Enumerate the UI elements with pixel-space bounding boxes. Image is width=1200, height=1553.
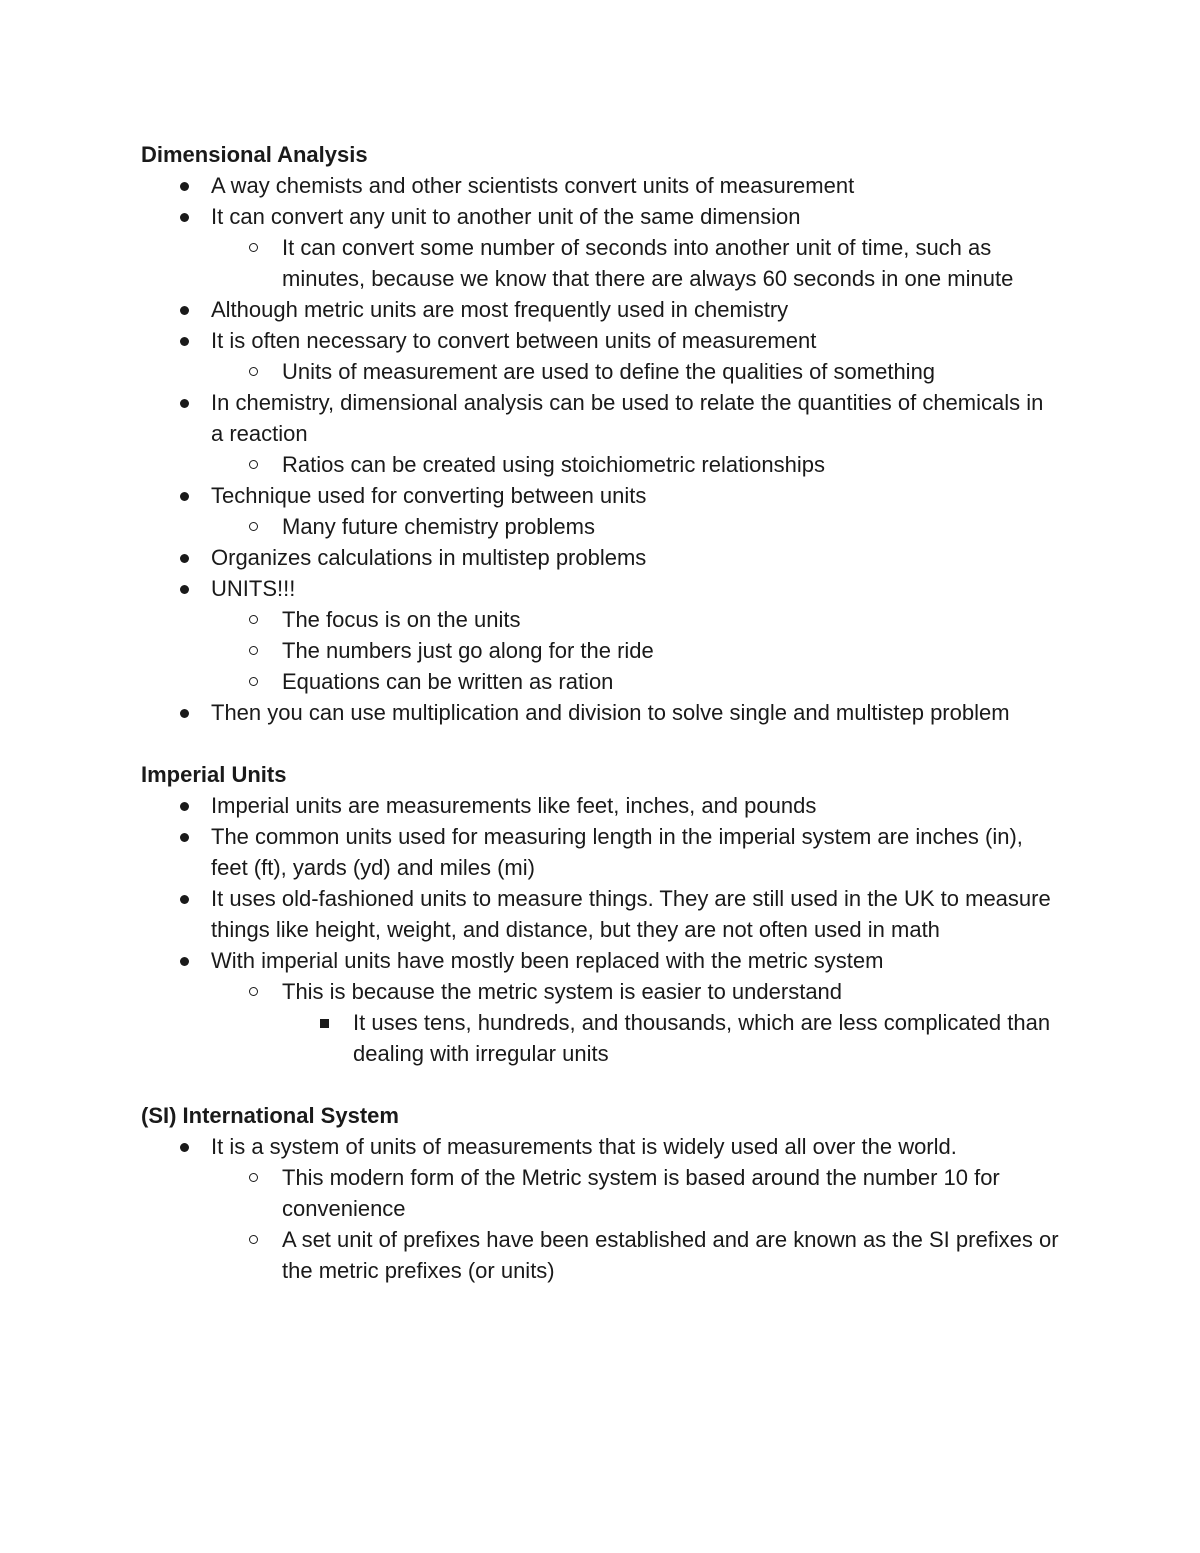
section-dimensional-analysis [141,139,1061,728]
list-item: Technique used for converting between units [141,480,1061,511]
filled-circle-bullet-icon [180,709,189,718]
hollow-circle-bullet-icon [249,1173,258,1182]
filled-circle-bullet-icon [180,213,189,222]
filled-circle-bullet-icon [180,802,189,811]
list-item: With imperial units have mostly been replaced with the metric system [141,945,1061,976]
list-item: The numbers just go along for the ride [141,635,1061,666]
filled-circle-bullet-icon [180,957,189,966]
list-item: It is a system of units of measurements that is widely used all over the world. [141,1131,1061,1162]
section-imperial-units [141,759,1061,1069]
section-si-international-system [141,1100,1061,1286]
bullet-list [141,790,1061,1069]
list-item: Organizes calculations in multistep problems [141,542,1061,573]
filled-circle-bullet-icon [180,182,189,191]
section-heading: (SI) International System [141,1103,399,1128]
list-item: It uses tens, hundreds, and thousands, which are less complicated than dealing with irregular units [141,1007,1061,1069]
hollow-circle-bullet-icon [249,243,258,252]
list-item: This modern form of the Metric system is based around the number 10 for convenience [141,1162,1061,1224]
list-item: The common units used for measuring length in the imperial system are inches (in), feet (ft), yards (yd) and miles (mi) [141,821,1061,883]
hollow-circle-bullet-icon [249,367,258,376]
filled-circle-bullet-icon [180,337,189,346]
filled-circle-bullet-icon [180,399,189,408]
list-item: Equations can be written as ration [141,666,1061,697]
list-item: Many future chemistry problems [141,511,1061,542]
list-item: Imperial units are measurements like feet, inches, and pounds [141,790,1061,821]
list-item: The focus is on the units [141,604,1061,635]
filled-circle-bullet-icon [180,1143,189,1152]
section-heading: Imperial Units [141,762,287,787]
square-bullet-icon [320,1019,329,1028]
filled-circle-bullet-icon [180,895,189,904]
filled-circle-bullet-icon [180,306,189,315]
list-item: This is because the metric system is easier to understand [141,976,1061,1007]
hollow-circle-bullet-icon [249,522,258,531]
hollow-circle-bullet-icon [249,615,258,624]
list-item: Units of measurement are used to define the qualities of something [141,356,1061,387]
bullet-list [141,1131,1061,1286]
list-item: A set unit of prefixes have been established and are known as the SI prefixes or the metric prefixes (or units) [141,1224,1061,1286]
filled-circle-bullet-icon [180,554,189,563]
list-item: In chemistry, dimensional analysis can be used to relate the quantities of chemicals in a reaction [141,387,1061,449]
list-item: Although metric units are most frequently used in chemistry [141,294,1061,325]
list-item: It can convert any unit to another unit of the same dimension [141,201,1061,232]
hollow-circle-bullet-icon [249,987,258,996]
list-item: Ratios can be created using stoichiometric relationships [141,449,1061,480]
hollow-circle-bullet-icon [249,1235,258,1244]
filled-circle-bullet-icon [180,585,189,594]
list-item: A way chemists and other scientists convert units of measurement [141,170,1061,201]
filled-circle-bullet-icon [180,833,189,842]
section-heading: Dimensional Analysis [141,142,368,167]
list-item: It can convert some number of seconds into another unit of time, such as minutes, because we know that there are always 60 seconds in one minute [141,232,1061,294]
list-item: Then you can use multiplication and division to solve single and multistep problem [141,697,1061,728]
hollow-circle-bullet-icon [249,677,258,686]
document-page [141,139,1061,1286]
filled-circle-bullet-icon [180,492,189,501]
hollow-circle-bullet-icon [249,460,258,469]
list-item: It is often necessary to convert between units of measurement [141,325,1061,356]
hollow-circle-bullet-icon [249,646,258,655]
list-item: UNITS!!! [141,573,1061,604]
list-item: It uses old-fashioned units to measure things. They are still used in the UK to measure things like height, weight, and distance, but they are not often used in math [141,883,1061,945]
bullet-list [141,170,1061,728]
